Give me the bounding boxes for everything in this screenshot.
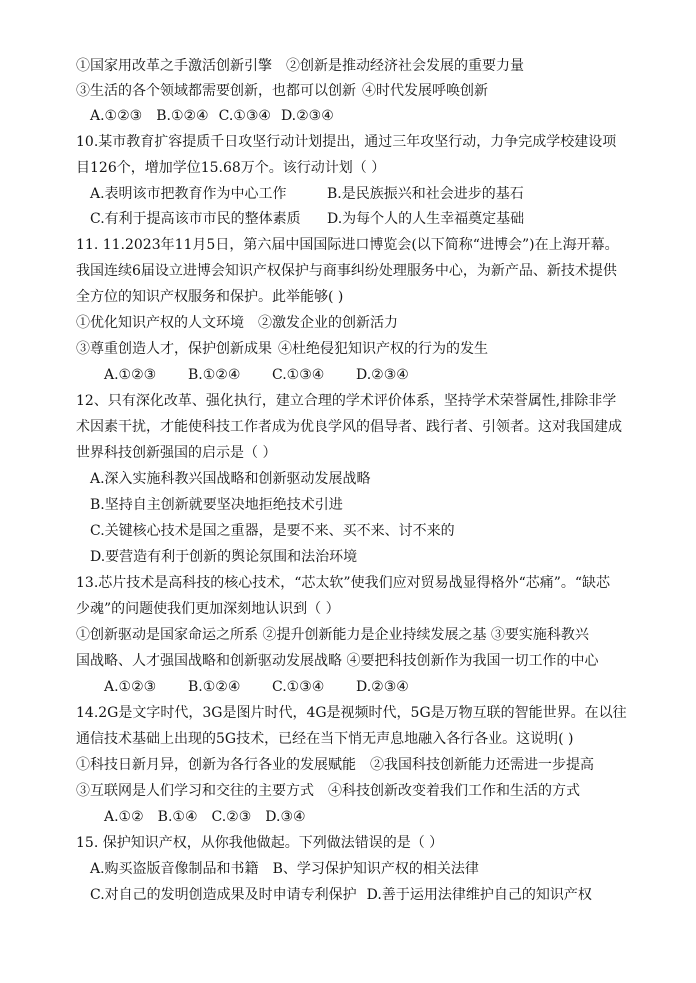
q11-statement-3: ③尊重创造人才，保护创新成果 [76, 341, 272, 357]
q9-statement-3: ③生活的各个领域都需要创新，也都可以创新 [76, 83, 356, 99]
q11-stem-line-2: 我国连续6届设立进博会知识产权保护与商事纠纷处理服务中心，为新产品、新技术提供 [76, 263, 617, 279]
q12-option-a: A.深入实施科教兴国战略和创新驱动发展战略 [90, 471, 371, 487]
q14-option-d: D.③④ [265, 809, 306, 825]
q11-option-a: A.①②③ [104, 367, 157, 383]
q13-options [104, 674, 696, 700]
q10-stem-line-1: 10.某市教育扩容提质千日攻坚行动计划提出，通过三年攻坚行动，力争完成学校建设项 [76, 134, 617, 150]
q9-options [90, 103, 696, 129]
q13-stem-line-1: 13.芯片技术是高科技的核心技术，“芯太软”使我们应对贸易战显得格外“芯痛”。“缺芯 [76, 575, 611, 591]
q11-option-c: C.①③④ [272, 367, 325, 383]
q14-statement-1: ①科技日新月异，创新为各行各业的发展赋能 [76, 757, 356, 773]
q12-stem-line-2: 术因素干扰，才能使科技工作者成为优良学风的倡导者、践行者、引领者。这对我国建成 [76, 419, 622, 435]
q13-stem-line-2: 少魂”的问题使我们更加深刻地认识到（ ） [76, 601, 340, 617]
q13-option-d: D.②③④ [356, 679, 409, 695]
q14-options [104, 804, 696, 830]
q11-option-d: D.②③④ [356, 367, 409, 383]
q9-option-d: D.②③④ [280, 108, 334, 124]
q11-statement-4: ④杜绝侵犯知识产权的行为的发生 [278, 341, 488, 357]
q9-statements-line-2 [76, 78, 696, 104]
q12-option-d: D.要营造有利于创新的舆论氛围和法治环境 [90, 549, 358, 565]
q11-stem-line-1: 11. 11.2023年11月5日，第六届中国国际进口博览会(以下简称“进博会”)在上海开幕。 [76, 237, 619, 253]
q14-statements-line-1 [76, 752, 696, 778]
q15-stem-line-1: 15. 保护知识产权，从你我他做起。下列做法错误的是（ ） [76, 835, 444, 851]
q12-stem-line-3: 世界科技创新强国的启示是（ ） [76, 445, 277, 461]
q11-statements-line-2 [76, 336, 696, 362]
q15-option-c: C.对自己的发明创造成果及时申请专利保护 [90, 887, 357, 903]
q11-stem-line-3: 全方位的知识产权服务和保护。此举能够( ) [76, 289, 344, 305]
q10-option-b: B.是民族振兴和社会进步的基石 [327, 186, 524, 202]
q13-option-a: A.①②③ [104, 679, 157, 695]
q14-statement-4: ④科技创新改变着我们工作和生活的方式 [328, 783, 580, 799]
q14-statements-line-2 [76, 778, 696, 804]
q9-statement-2: ②创新是推动经济社会发展的重要力量 [286, 58, 524, 74]
q15-option-a: A.购买盗版音像制品和书籍 [90, 861, 259, 877]
q13-statements-line-1: ①创新驱动是国家命运之所系 ②提升创新能力是企业持续发展之基 ③要实施科教兴 [76, 627, 589, 643]
q9-option-b: B.①②④ [156, 108, 209, 124]
q10-option-a: A.表明该市把教育作为中心工作 [90, 186, 287, 202]
q15-option-b: B、学习保护知识产权的相关法律 [272, 861, 479, 877]
q14-option-b: B.①④ [157, 809, 198, 825]
q14-statement-3: ③互联网是人们学习和交往的主要方式 [76, 783, 314, 799]
q10-options-row-2 [90, 206, 696, 232]
q10-stem-line-2: 目126个，增加学位15.68万个。该行动计划（ ） [76, 160, 386, 176]
q10-option-c: C.有利于提高该市市民的整体素质 [90, 211, 301, 227]
q14-statement-2: ②我国科技创新能力还需进一步提高 [370, 757, 594, 773]
q13-option-b: B.①②④ [188, 679, 241, 695]
q15-options-row-2 [90, 882, 696, 908]
q13-option-c: C.①③④ [272, 679, 325, 695]
q11-statement-2: ②激发企业的创新活力 [258, 315, 398, 331]
q14-stem-line-1: 14.2G是文字时代，3G是图片时代，4G是视频时代，5G是万物互联的智能世界。在以往 [76, 705, 627, 721]
q9-option-c: C.①③④ [218, 108, 271, 124]
q10-options-row-1 [90, 181, 696, 207]
q12-option-b: B.坚持自主创新就要坚决地拒绝技术引进 [90, 497, 343, 513]
q11-statement-1: ①优化知识产权的人文环境 [76, 315, 244, 331]
q9-option-a: A.①②③ [90, 108, 143, 124]
q11-options [104, 362, 696, 388]
q15-option-d: D.善于运用法律维护自己的知识产权 [366, 887, 592, 903]
q14-option-a: A.①② [104, 809, 144, 825]
q9-statement-1: ①国家用改革之手激活创新引擎 [76, 58, 272, 74]
q9-statements-line-1 [76, 53, 696, 79]
q14-stem-line-2: 通信技术基础上出现的5G技术，已经在当下悄无声息地融入各行各业。这说明( ) [76, 731, 574, 747]
q9-statement-4: ④时代发展呼唤创新 [362, 83, 488, 99]
q15-options-row-1 [90, 856, 696, 882]
q10-option-d: D.为每个人的人生幸福奠定基础 [327, 211, 525, 227]
q11-statements-line-1 [76, 310, 696, 336]
q13-statements-line-2: 国战略、人才强国战略和创新驱动发展战略 ④要把科技创新作为我国一切工作的中心 [76, 653, 599, 669]
q12-option-c: C.关键核心技术是国之重器，是要不来、买不来、讨不来的 [90, 523, 455, 539]
q14-option-c: C.②③ [211, 809, 252, 825]
q11-option-b: B.①②④ [188, 367, 241, 383]
q12-stem-line-1: 12、只有深化改革、强化执行，建立合理的学术评价体系，坚持学术荣誉属性,排除非学 [76, 393, 617, 409]
